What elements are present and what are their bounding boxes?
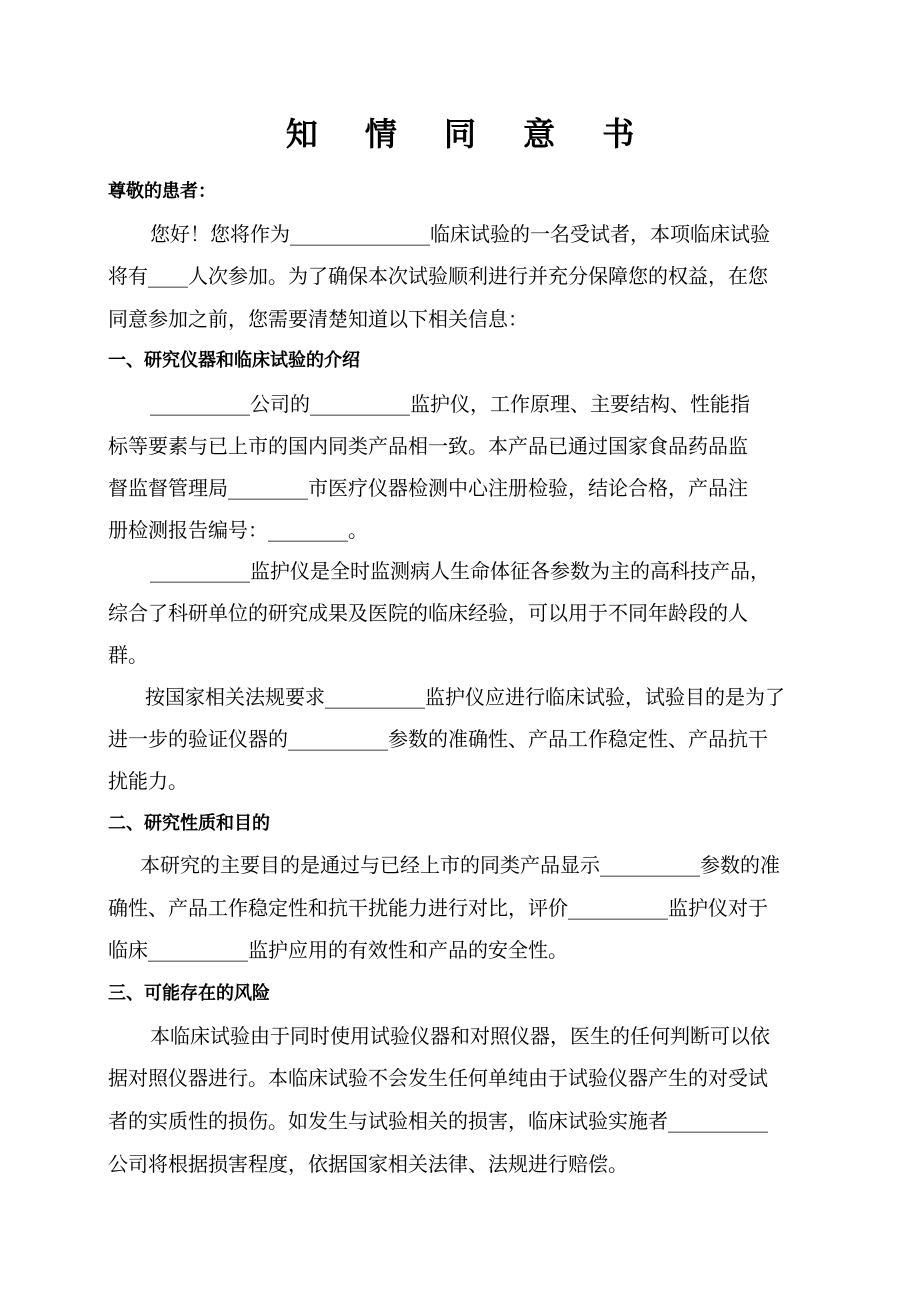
section-heading-3: 三、可能存在的风险 <box>108 983 270 1004</box>
intro-line: 您好！您将作为______________临床试验的一名受试者，本项临床试验 <box>150 222 770 246</box>
section1-para3-line: 按国家相关法规要求__________监护仪应进行临床试验，试验目的是为了 <box>145 685 785 709</box>
section1-para1-line: __________公司的__________监护仪，工作原理、主要结构、性能指 <box>150 392 750 416</box>
salutation: 尊敬的患者： <box>108 181 216 202</box>
section1-para3-line: 进一步的验证仪器的__________参数的准确性、产品工作稳定性、产品抗干 <box>108 727 768 751</box>
section1-para2-line: 综合了科研单位的研究成果及医院的临床经验，可以用于不同年龄段的人 <box>108 601 748 625</box>
section1-para1-line: 督监督管理局________市医疗仪器检测中心注册检验，结论合格，产品注 <box>108 476 748 500</box>
section3-para-line: 据对照仪器进行。本临床试验不会发生任何单纯由于试验仪器产生的对受试 <box>108 1066 768 1090</box>
section-heading-1: 一、研究仪器和临床试验的介绍 <box>108 350 360 371</box>
section3-para-line: 者的实质性的损伤。如发生与试验相关的损害，临床试验实施者__________ <box>108 1109 768 1133</box>
section2-para-line: 确性、产品工作稳定性和抗干扰能力进行对比，评价__________监护仪对于 <box>108 896 768 920</box>
section3-para-line: 本临床试验由于同时使用试验仪器和对照仪器，医生的任何判断可以依 <box>150 1024 770 1048</box>
document-title: 知 情 同 意 书 <box>285 115 653 153</box>
intro-line: 将有____人次参加。为了确保本次试验顺利进行并充分保障您的权益，在您 <box>108 264 768 288</box>
section1-para1-line: 册检测报告编号：________。 <box>108 518 368 542</box>
section3-para-line: 公司将根据损害程度，依据国家相关法律、法规进行赔偿。 <box>108 1152 628 1176</box>
section2-para-line: 临床__________监护应用的有效性和产品的安全性。 <box>108 938 568 962</box>
section1-para3-line: 扰能力。 <box>108 769 188 793</box>
section1-para2-line: __________监护仪是全时监测病人生命体征各参数为主的高科技产品， <box>150 559 770 583</box>
section1-para1-line: 标等要素与已上市的国内同类产品相一致。本产品已通过国家食品药品监 <box>108 434 748 458</box>
section1-para2-line: 群。 <box>108 643 148 667</box>
section2-para-line: 本研究的主要目的是通过与已经上市的同类产品显示__________参数的准 <box>140 853 780 877</box>
section-heading-2: 二、研究性质和目的 <box>108 813 270 834</box>
intro-line: 同意参加之前，您需要清楚知道以下相关信息： <box>108 307 528 331</box>
